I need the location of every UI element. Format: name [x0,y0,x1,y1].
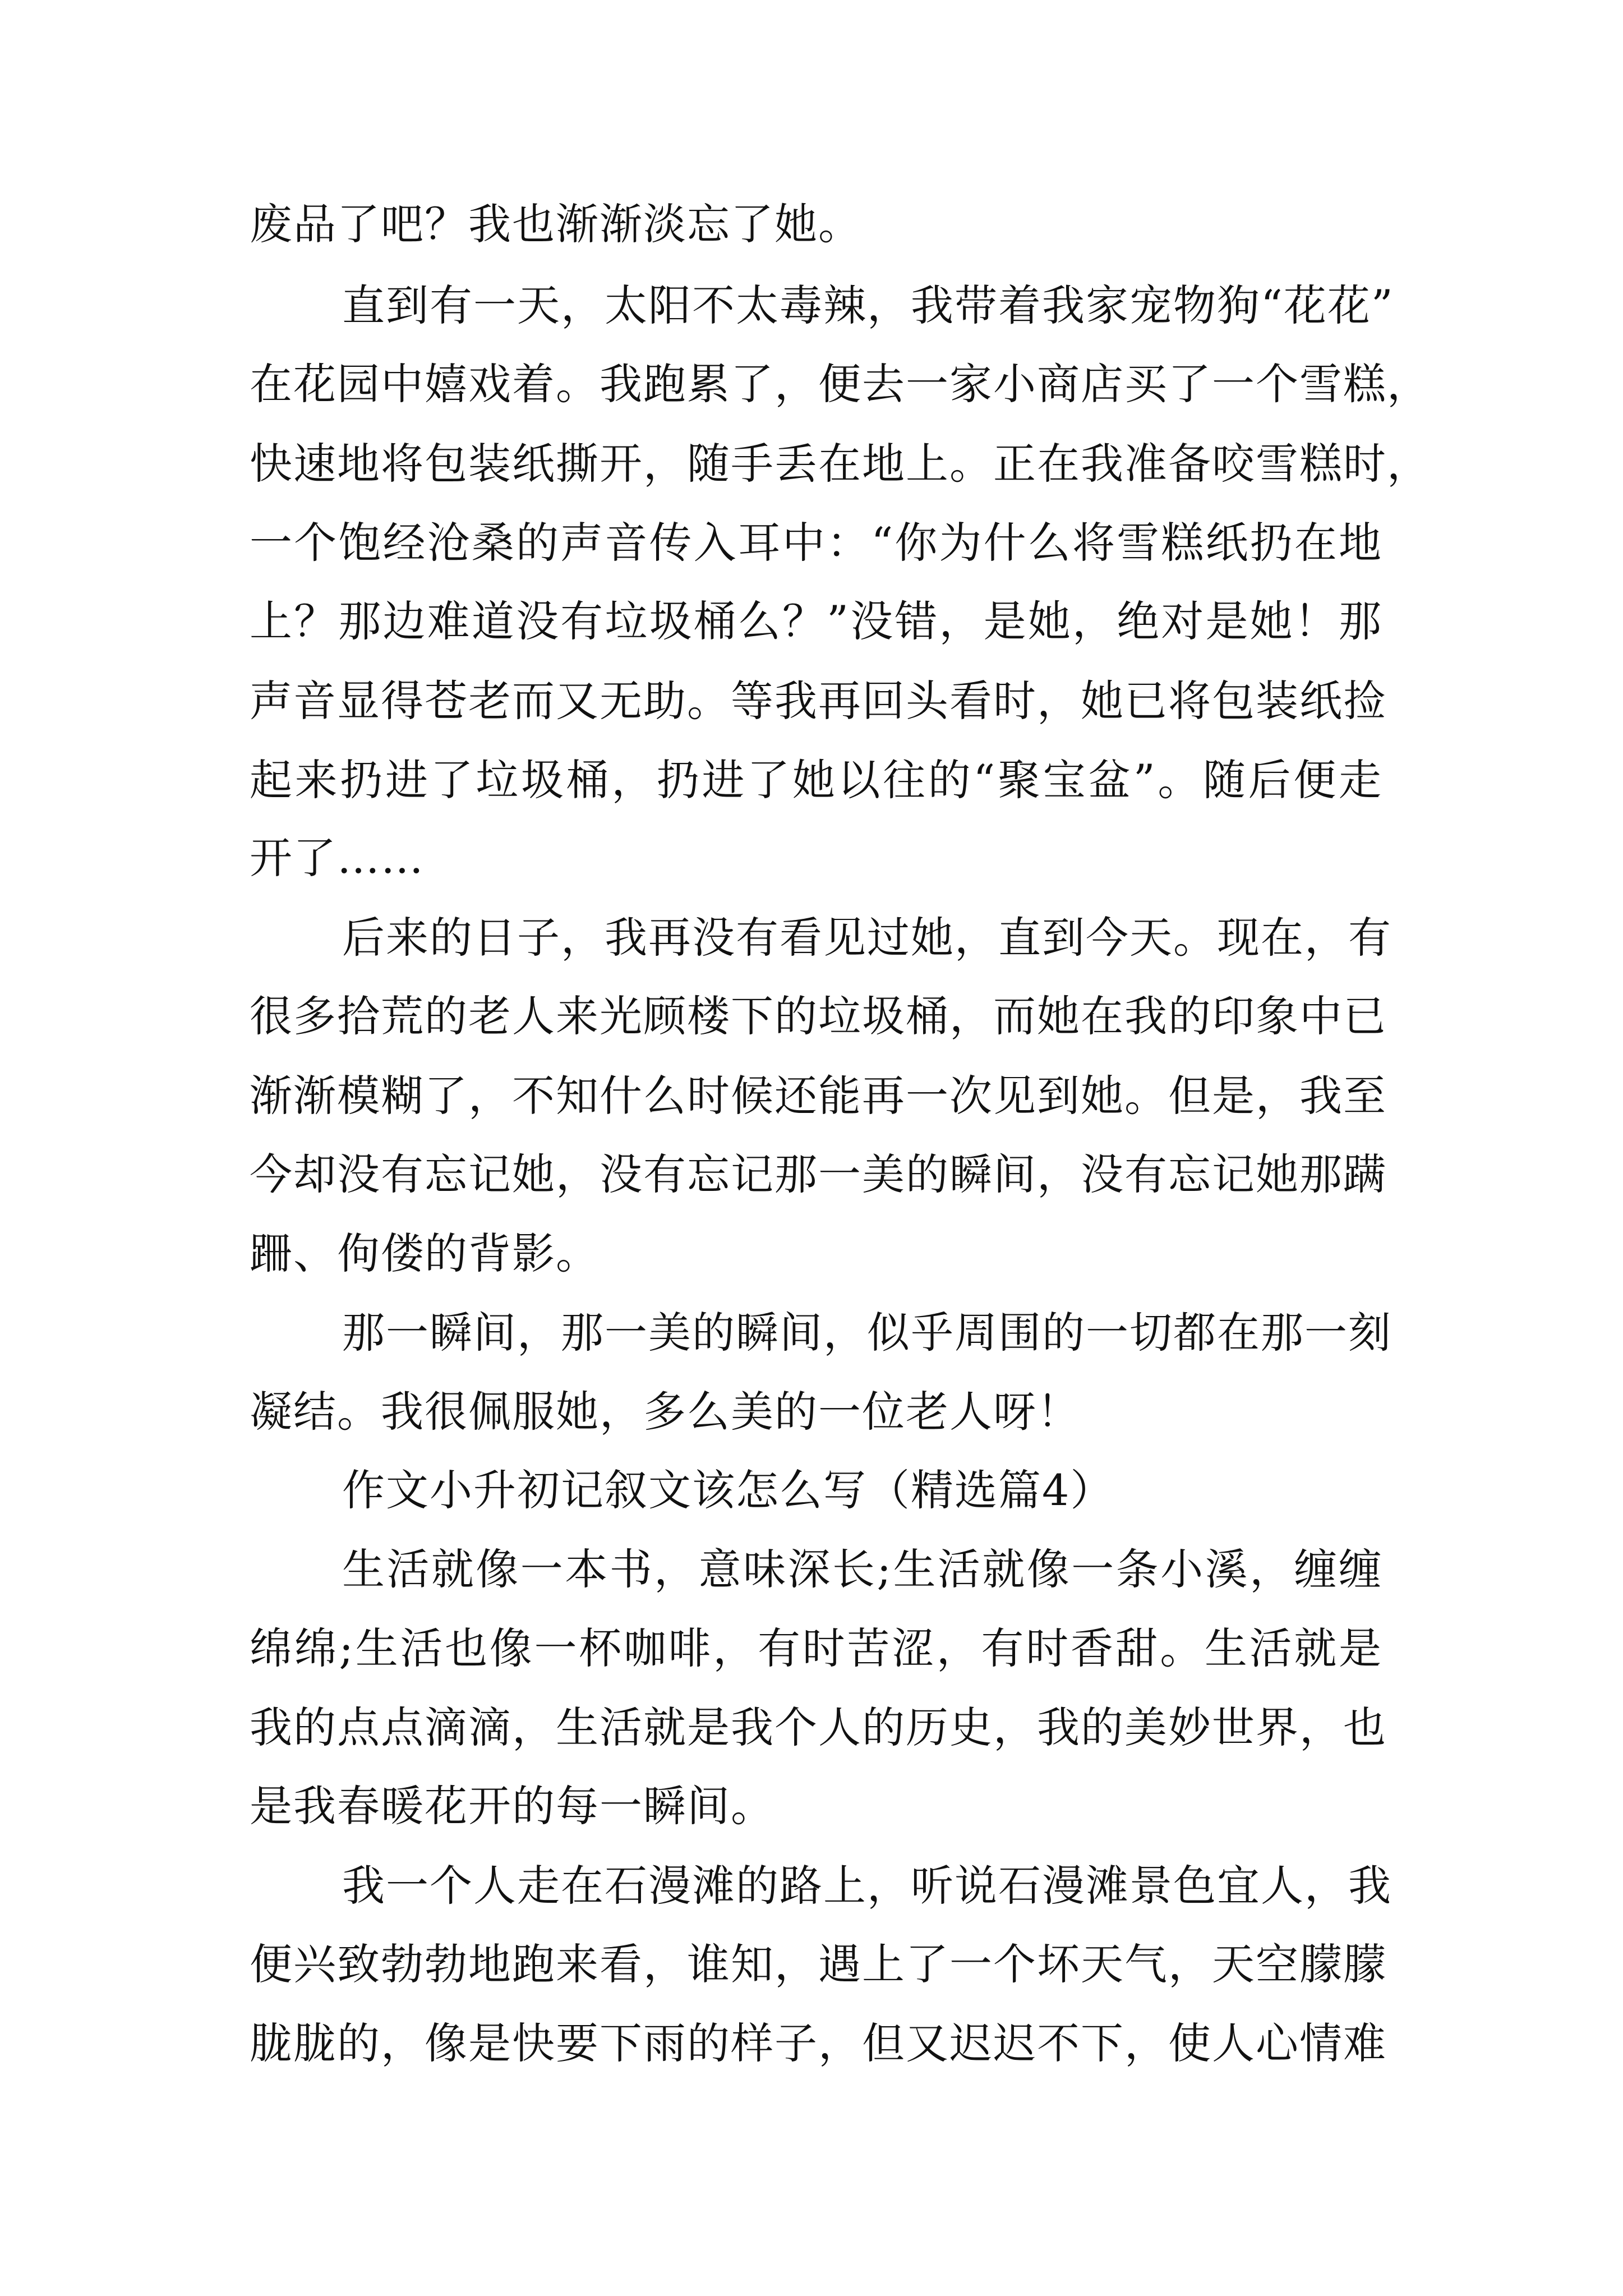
text-line: 快速地将包装纸撕开，随手丢在地上。正在我准备咬雪糕时， [250,439,1431,489]
text-line: 声音显得苍老而又无助。等我再回头看时，她已将包装纸捡 [250,676,1387,726]
text-line: 今却没有忘记她，没有忘记那一美的瞬间，没有忘记她那蹒 [250,1149,1387,1199]
text-line: 便兴致勃勃地跑来看，谁知，遇上了一个坏天气，天空朦朦 [250,1939,1387,1989]
text-line: 起来扔进了垃圾桶，扔进了她以往的“聚宝盆”。随后便走 [250,755,1382,805]
text-line: 渐渐模糊了，不知什么时候还能再一次见到她。但是，我至 [250,1071,1387,1121]
text-line: 我的点点滴滴，生活就是我个人的历史，我的美妙世界，也 [250,1703,1387,1752]
paragraph-first-line: 后来的日子，我再没有看见过她，直到今天。现在，有 [342,913,1392,963]
paragraph-first-line: 生活就像一本书，意味深长;生活就像一条小溪，缠缠 [342,1544,1382,1594]
text-line: 开了…… [250,833,425,883]
text-line: 凝结。我很佩服她，多么美的一位老人呀！ [250,1387,1081,1437]
paragraph-first-line: 我一个人走在石漫滩的路上，听说石漫滩景色宜人，我 [342,1861,1392,1911]
text-line: 跚、佝偻的背影。 [250,1228,600,1278]
text-line: 是我春暖花开的每一瞬间。 [250,1781,774,1831]
section-heading: 作文小升初记叙文该怎么写（精选篇4） [342,1465,1114,1515]
text-line: 在花园中嬉戏着。我跑累了，便去一家小商店买了一个雪糕， [250,359,1431,409]
paragraph-first-line: 直到有一天，太阳不太毒辣，我带着我家宠物狗“花花” [342,280,1394,330]
text-line: 很多拾荒的老人来光顾楼下的垃圾桶，而她在我的印象中已 [250,991,1387,1041]
text-line: 上？那边难道没有垃圾桶么？”没错，是她，绝对是她！那 [250,596,1382,646]
text-line: 一个饱经沧桑的声音传入耳中：“你为什么将雪糕纸扔在地 [250,518,1382,568]
text-line: 废品了吧？我也渐渐淡忘了她。 [250,199,862,249]
text-line: 绵绵;生活也像一杯咖啡，有时苦涩，有时香甜。生活就是 [250,1623,1382,1673]
text-line: 胧胧的，像是快要下雨的样子，但又迟迟不下，使人心情难 [250,2018,1387,2068]
paragraph-first-line: 那一瞬间，那一美的瞬间，似乎周围的一切都在那一刻 [342,1308,1392,1358]
